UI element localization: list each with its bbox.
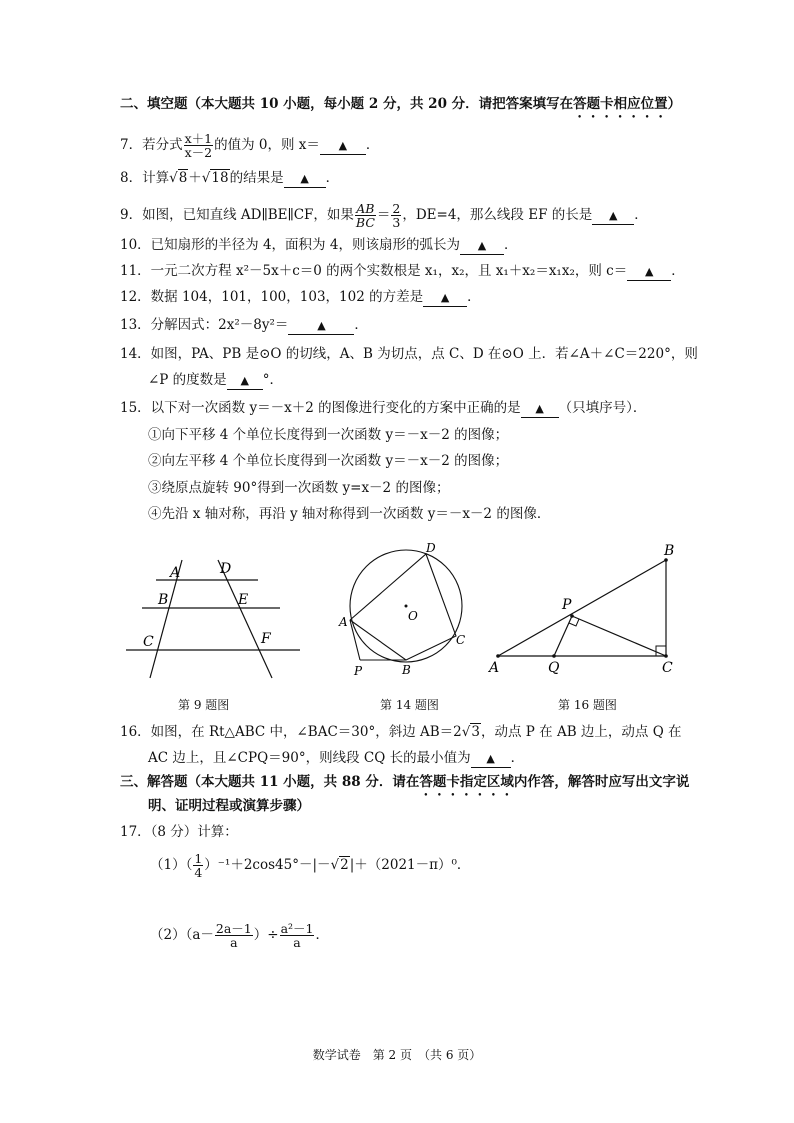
label-O: O	[408, 609, 418, 623]
label-D: D	[220, 561, 232, 577]
figure-16-caption: 第 16 题图	[558, 698, 617, 712]
question-13: 13．分解因式：2x²－8y²＝ ▲ ．	[120, 317, 368, 333]
label-D: D	[426, 541, 436, 555]
question-16-line2: AC 边上，且∠CPQ＝90°，则线段 CQ 长的最小值为 ▲ ．	[148, 750, 525, 766]
figure-9-caption: 第 9 题图	[178, 698, 230, 712]
answer-blank: ▲	[423, 289, 467, 307]
question-14: 14．如图，PA、PB 是⊙O 的切线，A、B 为切点，点 C、D 在⊙O 上．若∠A＋∠C＝220°，则	[120, 346, 698, 362]
label-P: P	[354, 664, 363, 678]
question-16: 16．如图，在 Rt△ABC 中，∠BAC＝30°，斜边 AB＝2√3，动点 P 在 AB 边上，动点 Q 在	[120, 724, 682, 740]
fraction: $\frac{x+1}{x-2}$	[184, 131, 213, 160]
figure-16-right-triangle	[484, 538, 684, 678]
answer-blank: ▲	[284, 170, 326, 188]
figure-9-parallel-lines	[120, 550, 300, 690]
answer-blank: ▲	[460, 237, 504, 255]
answer-blank: ▲	[320, 137, 366, 155]
question-17-part-1: （1）（ $\frac{1}{4}$ ）⁻¹＋2cos45°－|－√2|＋（2021－π）⁰．	[150, 851, 471, 880]
answer-blank: ▲	[627, 263, 671, 281]
page-footer: 数学试卷 第 2 页 （共 6 页）	[312, 1048, 482, 1062]
label-P: P	[562, 597, 572, 613]
question-8: 8．计算√8＋√18的结果是 ▲ ．	[120, 170, 340, 186]
question-14-line2: ∠P 的度数是 ▲ °．	[148, 372, 283, 388]
label-E: E	[238, 592, 249, 608]
question-9: 9．如图，已知直线 AD∥BE∥CF，如果 $\frac{AB}{BC}$ ＝ $\frac{2}{3}$ ，DE=4，那么线段 EF 的长是 ▲ ．	[120, 201, 648, 230]
label-A: A	[339, 615, 348, 629]
label-C: C	[143, 634, 154, 650]
answer-blank: ▲	[471, 750, 511, 768]
section-3-title-line2: 明、证明过程或演算步骤）	[148, 798, 310, 814]
question-10: 10．已知扇形的半径为 4，面积为 4，则该扇形的弧长为 ▲ ．	[120, 237, 518, 253]
label-B: B	[402, 663, 411, 677]
question-7: 7．若分式 $\frac{x+1}{x-2}$ 的值为 0，则 x＝ ▲ ．	[120, 131, 380, 160]
question-11: 11．一元二次方程 x²－5x＋c＝0 的两个实数根是 x₁，x₂，且 x₁＋x₂＝x₁x₂，则 c＝ ▲ ．	[120, 263, 685, 279]
label-A: A	[170, 565, 181, 581]
label-C: C	[662, 660, 673, 676]
question-15-option-4: ④先沿 x 轴对称，再沿 y 轴对称得到一次函数 y＝－x－2 的图像．	[148, 506, 551, 522]
question-15-option-2: ②向左平移 4 个单位长度得到一次函数 y＝－x－2 的图像；	[148, 453, 509, 469]
question-12: 12．数据 104，101，100，103，102 的方差是 ▲ ．	[120, 289, 481, 305]
answer-blank: ▲	[288, 317, 354, 335]
label-F: F	[261, 631, 271, 647]
label-A: A	[489, 660, 500, 676]
label-C: C	[456, 633, 466, 647]
question-15-option-1: ①向下平移 4 个单位长度得到一次函数 y＝－x－2 的图像；	[148, 427, 509, 443]
figure-14-caption: 第 14 题图	[380, 698, 439, 712]
label-B: B	[158, 592, 169, 608]
question-17-title: 17．（8 分）计算：	[120, 824, 238, 840]
answer-blank: ▲	[227, 372, 263, 390]
question-15: 15．以下对一次函数 y＝－x＋2 的图像进行变化的方案中正确的是 ▲ （只填序号）．	[120, 400, 647, 416]
label-B: B	[664, 543, 675, 559]
question-17-part-2: （2）（a－ $\frac{2a-1}{a}$ ）÷ $\frac{\text{a²－1}}{a}$ ．	[150, 921, 329, 950]
answer-blank: ▲	[592, 207, 634, 225]
question-15-option-3: ③绕原点旋转 90°得到一次函数 y=x－2 的图像；	[148, 480, 450, 496]
answer-blank: ▲	[521, 400, 559, 418]
label-Q: Q	[548, 660, 560, 676]
section-3-title: 三、解答题（本大题共 11 小题，共 88 分．请在答题卡指定区域内作答，解答时应写出文字说	[120, 774, 690, 790]
section-2-title: 二、填空题（本大题共 10 小题，每小题 2 分，共 20 分．请把答案填写在答题卡相应位置）	[120, 96, 682, 112]
figure-14-circle-tangents	[336, 540, 476, 685]
